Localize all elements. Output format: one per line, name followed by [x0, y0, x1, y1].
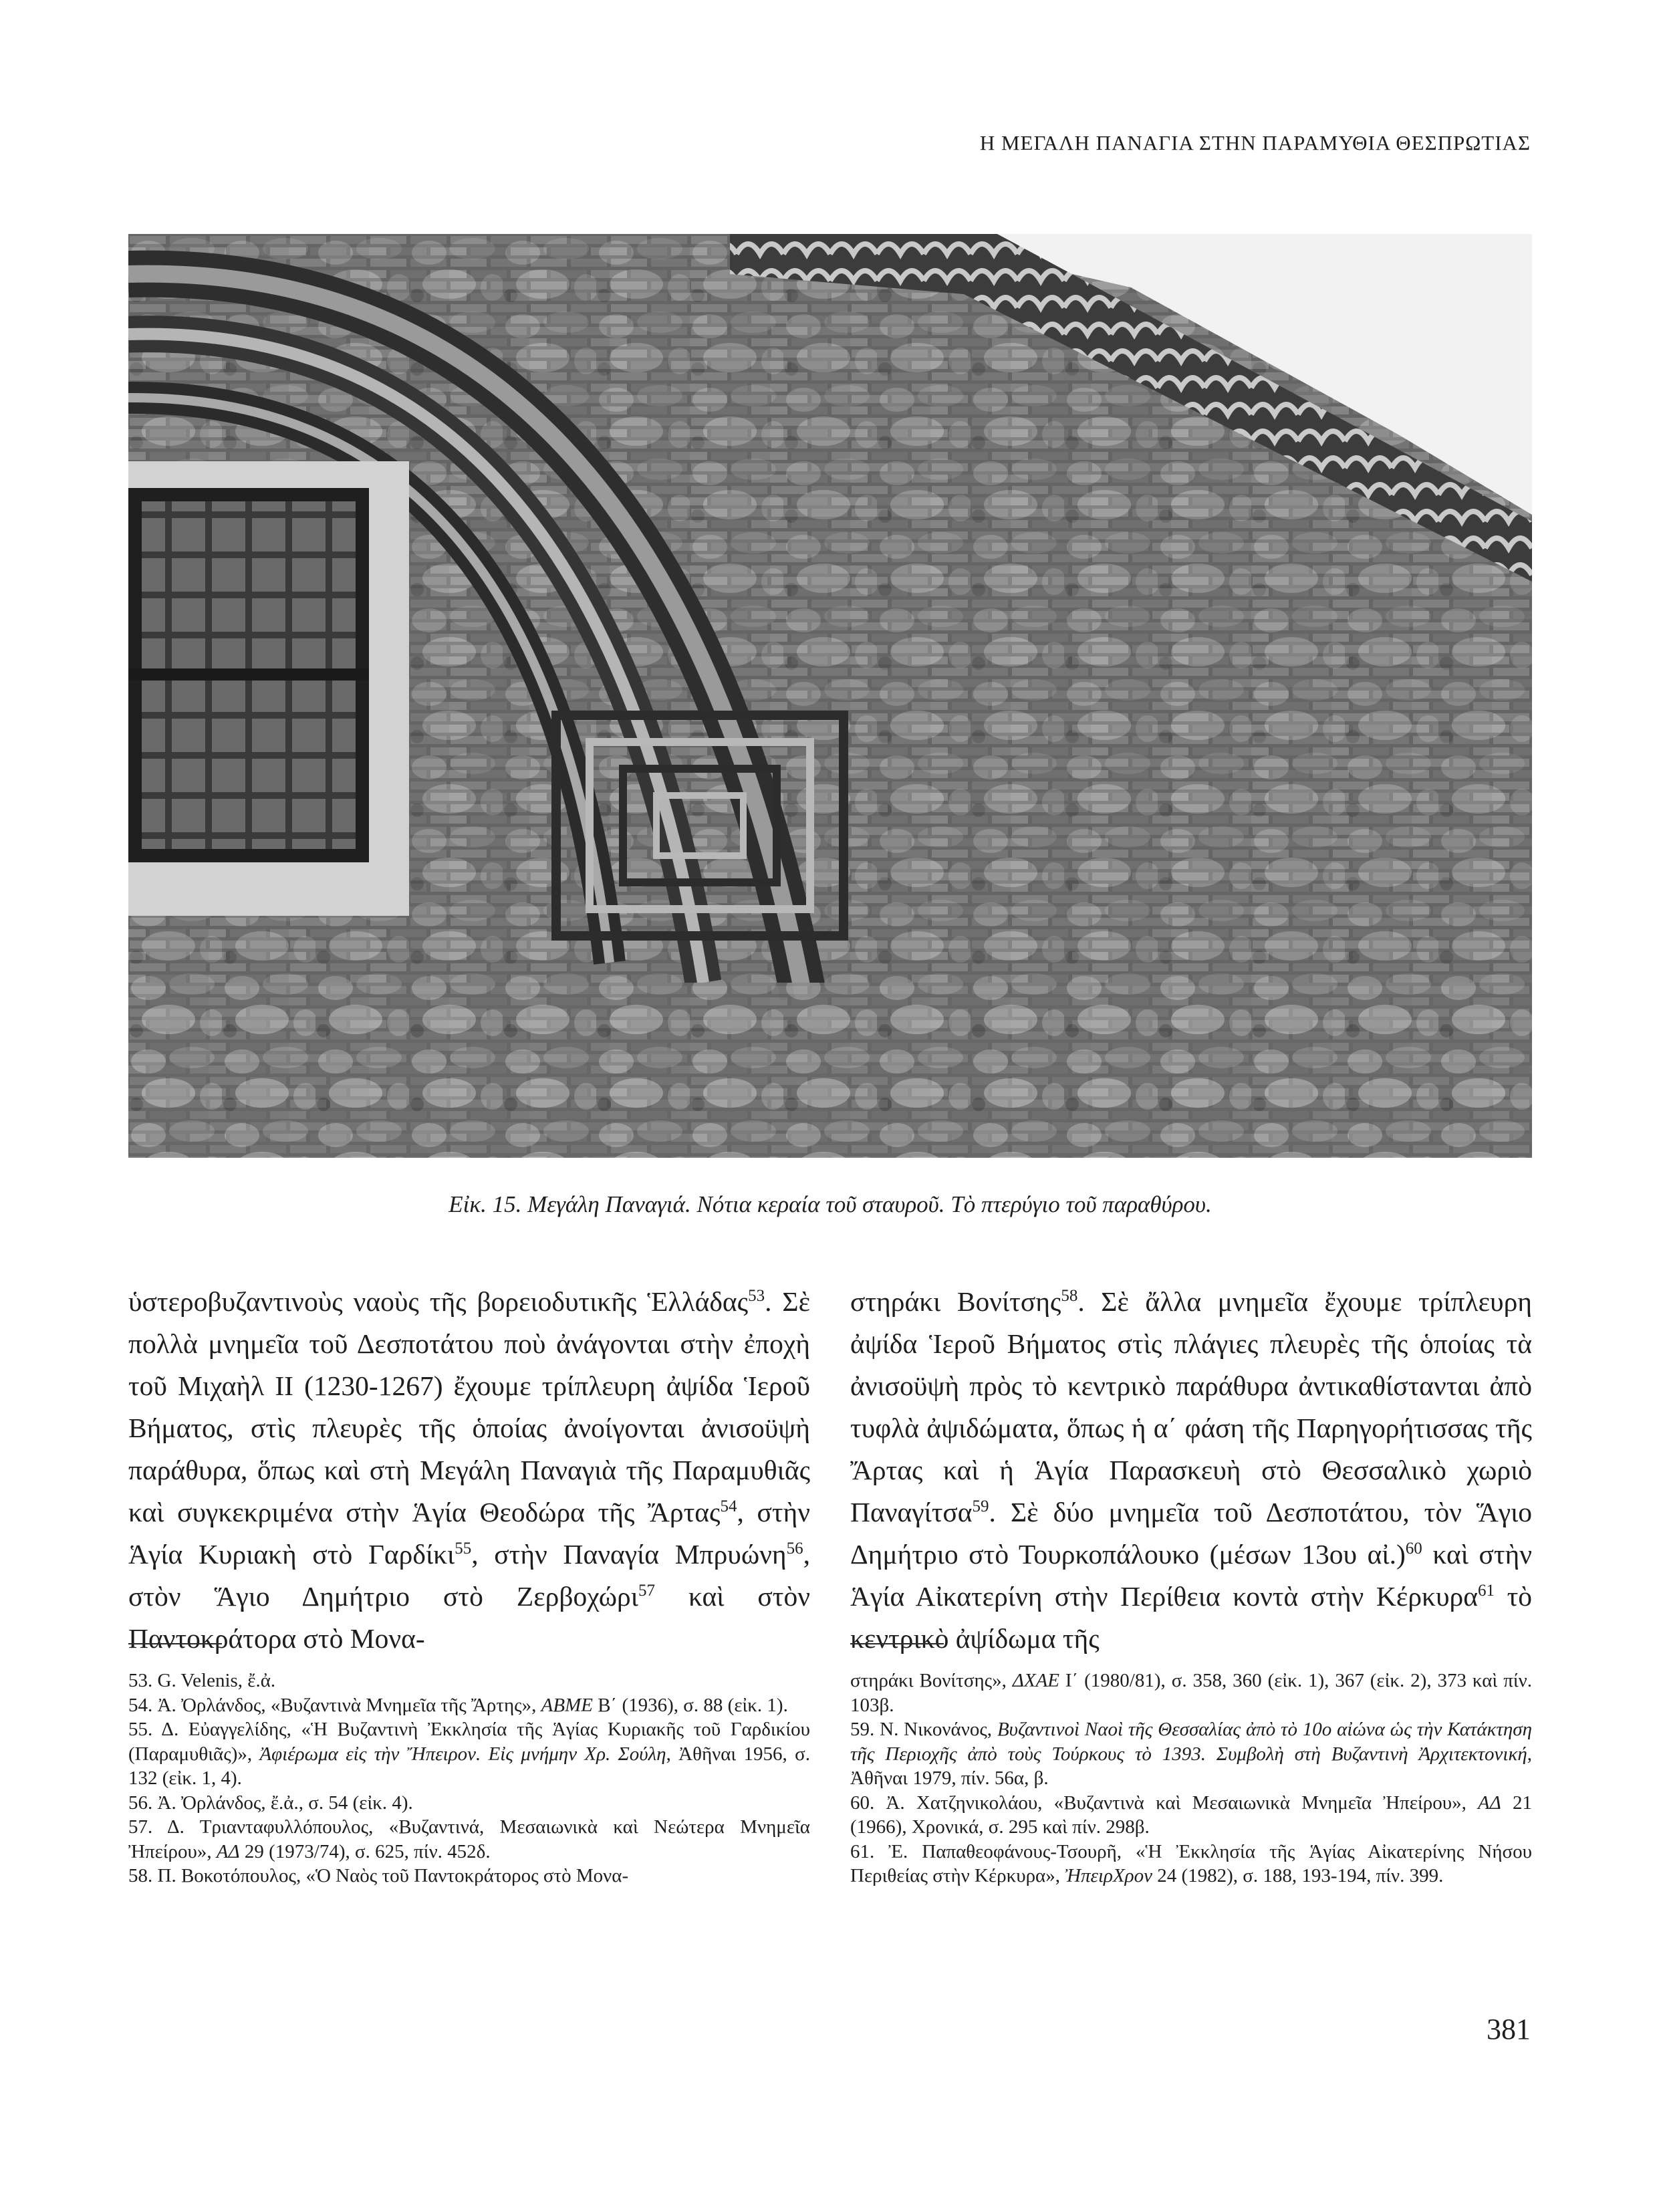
footnote-text: 60. Ἀ. Χατζηνικολάου, «Βυζαντινὰ καὶ Μεσαιωνικὰ Μνημεῖα Ἠπείρου», — [850, 1792, 1479, 1814]
footnote-ref-55: 55 — [455, 1540, 472, 1558]
footnote-ref-54: 54 — [720, 1497, 737, 1515]
footnote-text: 21 (1966), Χρονικά, σ. 295 καὶ πίν. 298β. — [850, 1792, 1532, 1838]
footnote-rule-left — [128, 1643, 222, 1644]
body-text-run: καὶ στὸν Παντοκράτορα στὸ Μονα- — [128, 1581, 810, 1654]
footnote-title: ΔΧΑΕ — [1012, 1670, 1059, 1691]
body-column-left — [128, 1281, 810, 1660]
body-text-run: , στὴν Παναγία Μπρυώνη — [471, 1539, 787, 1570]
footnote-text: 29 (1973/74), σ. 625, πίν. 452δ. — [239, 1840, 491, 1862]
body-text-run: τὸ κεντρικὸ ἀψίδωμα τῆς — [850, 1581, 1532, 1654]
footnote — [850, 1840, 1532, 1888]
footnote-text: 56. Ἀ. Ὀρλάνδος, ἔ.ἀ., σ. 54 (εἰκ. 4). — [128, 1792, 413, 1814]
page-number: 381 — [1487, 2013, 1531, 2046]
footnote-ref-58: 58 — [1061, 1287, 1078, 1305]
footnote-ref-56: 56 — [786, 1540, 803, 1558]
footnote-text: 61. Ἐ. Παπαθεοφάνους-Τσουρῆ, «Ἡ Ἐκκλησία τῆς Ἁγίας Αἰκατερίνης Νήσου Περιθείας στὴν Κέρκυρα», — [850, 1840, 1532, 1886]
body-paragraph-right — [850, 1281, 1532, 1660]
body-text-run: . Σὲ πολλὰ μνημεῖα τοῦ Δεσποτάτου ποὺ ἀνάγονται στὴν ἐποχὴ τοῦ Μιχαὴλ ΙΙ (1230-1267) ἔχουμε τρίπλευρη ἀψίδα Ἱεροῦ Βήματος, στὶς πλευρὲς τῆς ὁποίας ἀνοίγονται ἀνισοϋψὴ παράθυρα, ὅπως καὶ στὴ Μεγάλη Παναγιὰ τῆς Παραμυθιᾶς καὶ συγκεκριμένα στὴν Ἁγία Θεοδώρα τῆς Ἄρτας — [128, 1286, 810, 1527]
footnote-text: 57. Δ. Τριανταφυλλόπουλος, «Βυζαντινά, Μεσαιωνικὰ καὶ Νεώτερα Μνημεῖα Ἠπείρου», — [128, 1816, 810, 1862]
figure-caption: Εἰκ. 15. Μεγάλη Παναγιά. Νότια κεραία τοῦ σταυροῦ. Τὸ πτερύγιο τοῦ παραθύρου. — [449, 1191, 1212, 1217]
footnote-text: 53. G. Velenis, ἔ.ἀ. — [128, 1670, 276, 1691]
footnote-title: ΑΔ — [216, 1840, 240, 1862]
footnote-text: Ι΄ (1980/81), σ. 358, 360 (εἰκ. 1), 367 (εἰκ. 2), 373 καὶ πίν. 103β. — [850, 1670, 1533, 1716]
footnote-text: 59. Ν. Νικονάνος, — [850, 1719, 997, 1740]
footnote-ref-60: 60 — [1405, 1540, 1422, 1558]
footnote — [128, 1669, 810, 1693]
footnote — [128, 1791, 810, 1816]
footnote-title: ΑΔ — [1478, 1792, 1501, 1814]
footnote-ref-53: 53 — [748, 1287, 765, 1305]
footnote — [128, 1864, 810, 1888]
footnote-title: ἨπειρΧρον — [1065, 1865, 1152, 1886]
footnote-text: στηράκι Βονίτσης», — [850, 1670, 1013, 1691]
footnote-ref-57: 57 — [638, 1582, 655, 1600]
body-text-run: . Σὲ δύο μνημεῖα τοῦ Δεσποτάτου, τὸν Ἅγιο Δημήτριο στὸ Τουρκοπάλουκο (μέσων 13ου αἰ.) — [850, 1497, 1532, 1570]
footnote-text: 54. Ἀ. Ὀρλάνδος, «Βυζαντινὰ Μνημεῖα τῆς Ἄρτης», — [128, 1694, 541, 1716]
footnote-title: Ἀφιέρωμα εἰς τὴν Ἤπειρον. Εἰς μνήμην Χρ. Σούλη — [259, 1743, 666, 1765]
running-header: Η ΜΕΓΑΛΗ ΠΑΝΑΓΙΑ ΣΤΗΝ ΠΑΡΑΜΥΘΙΑ ΘΕΣΠΡΩΤΙΑΣ — [979, 131, 1531, 154]
footnotes-right — [850, 1669, 1532, 1888]
footnote-text: , Ἀθῆναι 1979, πίν. 56α, β. — [850, 1743, 1532, 1789]
footnote — [850, 1669, 1532, 1717]
footnote-ref-61: 61 — [1477, 1582, 1495, 1600]
footnote — [850, 1791, 1532, 1840]
footnote — [128, 1693, 810, 1718]
footnote-title: ΑΒΜΕ — [541, 1694, 593, 1716]
footnote — [128, 1717, 810, 1791]
footnote-rule-right — [850, 1643, 944, 1644]
footnote — [128, 1815, 810, 1864]
body-text-run: στηράκι Βονίτσης — [850, 1286, 1061, 1317]
footnote-text: , Ἀθῆναι 1956, σ. 132 (εἰκ. 1, 4). — [128, 1743, 810, 1789]
figure-photo — [128, 234, 1532, 1158]
body-text-run: , στὴν Ἁγία Κυριακὴ στὸ Γαρδίκι — [128, 1497, 810, 1570]
footnote-text: 55. Δ. Εὐαγγελίδης, «Ἡ Βυζαντινὴ Ἐκκλησία τῆς Ἁγίας Κυριακῆς τοῦ Γαρδικίου (Παραμυθιᾶς)», — [128, 1719, 810, 1765]
body-text-run: . Σὲ ἄλλα μνημεῖα ἔχουμε τρίπλευρη ἀψίδα Ἱεροῦ Βήματος στὶς πλάγιες πλευρὲς τῆς ὁποίας τὰ ἀνισοϋψὴ πρὸς τὸ κεντρικὸ παράθυρα ἀντικαθίστανται ἀπὸ τυφλὰ ἀψιδώματα, ὅπως ἡ α΄ φάση τῆς Παρηγορήτισσας τῆς Ἄρτας καὶ ἡ Ἁγία Παρασκευὴ στὸ Θεσσαλικὸ χωριὸ Παναγίτσα — [850, 1286, 1532, 1527]
body-paragraph-left — [128, 1281, 810, 1660]
footnote-text: 24 (1982), σ. 188, 193-194, πίν. 399. — [1152, 1865, 1444, 1886]
body-column-right — [850, 1281, 1532, 1660]
body-text-run: , στὸν Ἅγιο Δημήτριο στὸ Ζερβοχώρι — [128, 1539, 810, 1612]
footnote — [850, 1717, 1532, 1791]
body-text-run: καὶ στὴν Ἁγία Αἰκατερίνη στὴν Περίθεια κοντὰ στὴν Κέρκυρα — [850, 1539, 1532, 1612]
footnote-text: Β΄ (1936), σ. 88 (εἰκ. 1). — [592, 1694, 788, 1716]
footnote-title: Βυζαντινοὶ Ναοὶ τῆς Θεσσαλίας ἀπὸ τὸ 10ο αἰώνα ὡς τὴν Κατάκτηση τῆς Περιοχῆς ἀπὸ τοὺς Τούρκους τὸ 1393. Συμβολὴ στὴ Βυζαντινὴ Ἀρχιτεκτονική — [850, 1719, 1532, 1765]
body-text-run: ὑστεροβυζαντινοὺς ναοὺς τῆς βορειοδυτικῆς Ἑλλάδας — [128, 1286, 749, 1317]
footnote-ref-59: 59 — [972, 1497, 989, 1515]
footnote-text: 58. Π. Βοκοτόπουλος, «Ὁ Ναὸς τοῦ Παντοκράτορος στὸ Μονα- — [128, 1865, 629, 1886]
footnotes-left — [128, 1669, 810, 1888]
